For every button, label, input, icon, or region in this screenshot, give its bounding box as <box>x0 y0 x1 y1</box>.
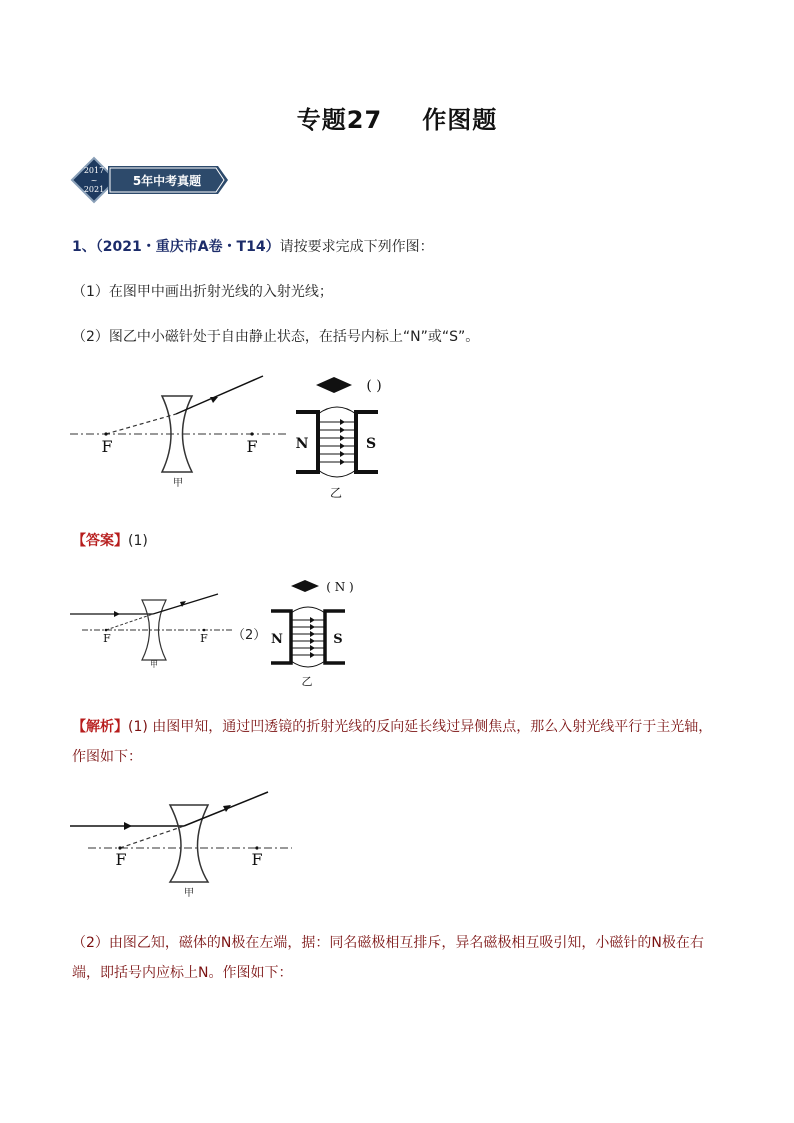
analysis-label: 【解析】 <box>72 719 128 735</box>
question-stem: 请按要求完成下列作图： <box>279 239 434 255</box>
answer-pole-right: S <box>333 632 343 647</box>
badge-label: 5年中考真题 <box>132 174 202 188</box>
answer-line <box>72 530 148 550</box>
magnet-caption: 乙 <box>329 486 343 500</box>
focus-left-label: F <box>101 437 113 456</box>
badge-year-top: 2017 <box>83 166 105 175</box>
badge-year-mid: ~ <box>90 176 98 185</box>
answer-lens-caption: 甲 <box>150 660 158 669</box>
question-number: 1、 <box>72 239 96 255</box>
question-stem-line <box>72 236 434 256</box>
pole-left-label: N <box>295 436 309 452</box>
analysis-focus-right: F <box>251 850 263 869</box>
magnet-figure-answer <box>265 575 365 690</box>
topic-number: 专题27 <box>296 106 383 134</box>
analysis-part2-line2: 端，即括号内应标上N。作图如下： <box>72 965 293 981</box>
analysis-part1 <box>72 712 762 772</box>
needle-bracket-answer: ( N ) <box>326 580 354 594</box>
section-badge <box>70 156 230 204</box>
question-source: （2021・重庆市A卷・T14） <box>95 239 280 255</box>
lens-caption: 甲 <box>173 478 183 489</box>
badge-graphic <box>70 156 230 204</box>
question-part1: （1）在图甲中画出折射光线的入射光线； <box>72 284 333 300</box>
answer-part1-prefix: (1) <box>128 533 148 549</box>
magnet-figure-question <box>290 370 400 500</box>
answer-focus-left: F <box>103 632 111 645</box>
lens-figure-answer <box>70 590 235 670</box>
answer-label: 【答案】 <box>72 533 128 549</box>
topic-name: 作图题 <box>422 106 498 134</box>
answer-magnet-caption: 乙 <box>301 675 313 688</box>
lens-figure-analysis <box>70 785 295 900</box>
analysis-part1-line1: (1) 由图甲知，通过凹透镜的折射光线的反向延长线过异侧焦点，那么入射光线平行于主光轴， <box>128 719 713 735</box>
lens-figure-question <box>70 370 290 495</box>
answer-pole-left: N <box>271 632 283 647</box>
answer-part2-prefix: （2） <box>232 628 267 643</box>
analysis-lens-caption: 甲 <box>184 888 194 899</box>
question-part2: （2）图乙中小磁针处于自由静止状态，在括号内标上“N”或“S”。 <box>72 329 480 345</box>
focus-right-label: F <box>246 437 258 456</box>
page-title <box>0 100 794 135</box>
analysis-part1-line2: 作图如下： <box>72 749 142 765</box>
analysis-focus-left: F <box>115 850 127 869</box>
badge-year-bottom: 2021 <box>83 185 105 194</box>
pole-right-label: S <box>365 436 377 452</box>
analysis-part2-line1: （2）由图乙知，磁体的N极在左端，据：同名磁极相互排斥，异名磁极相互吸引知，小磁针的N极在右 <box>72 935 704 951</box>
analysis-part2 <box>72 928 762 988</box>
answer-focus-right: F <box>200 632 208 645</box>
needle-bracket-empty: ( ) <box>366 378 382 394</box>
